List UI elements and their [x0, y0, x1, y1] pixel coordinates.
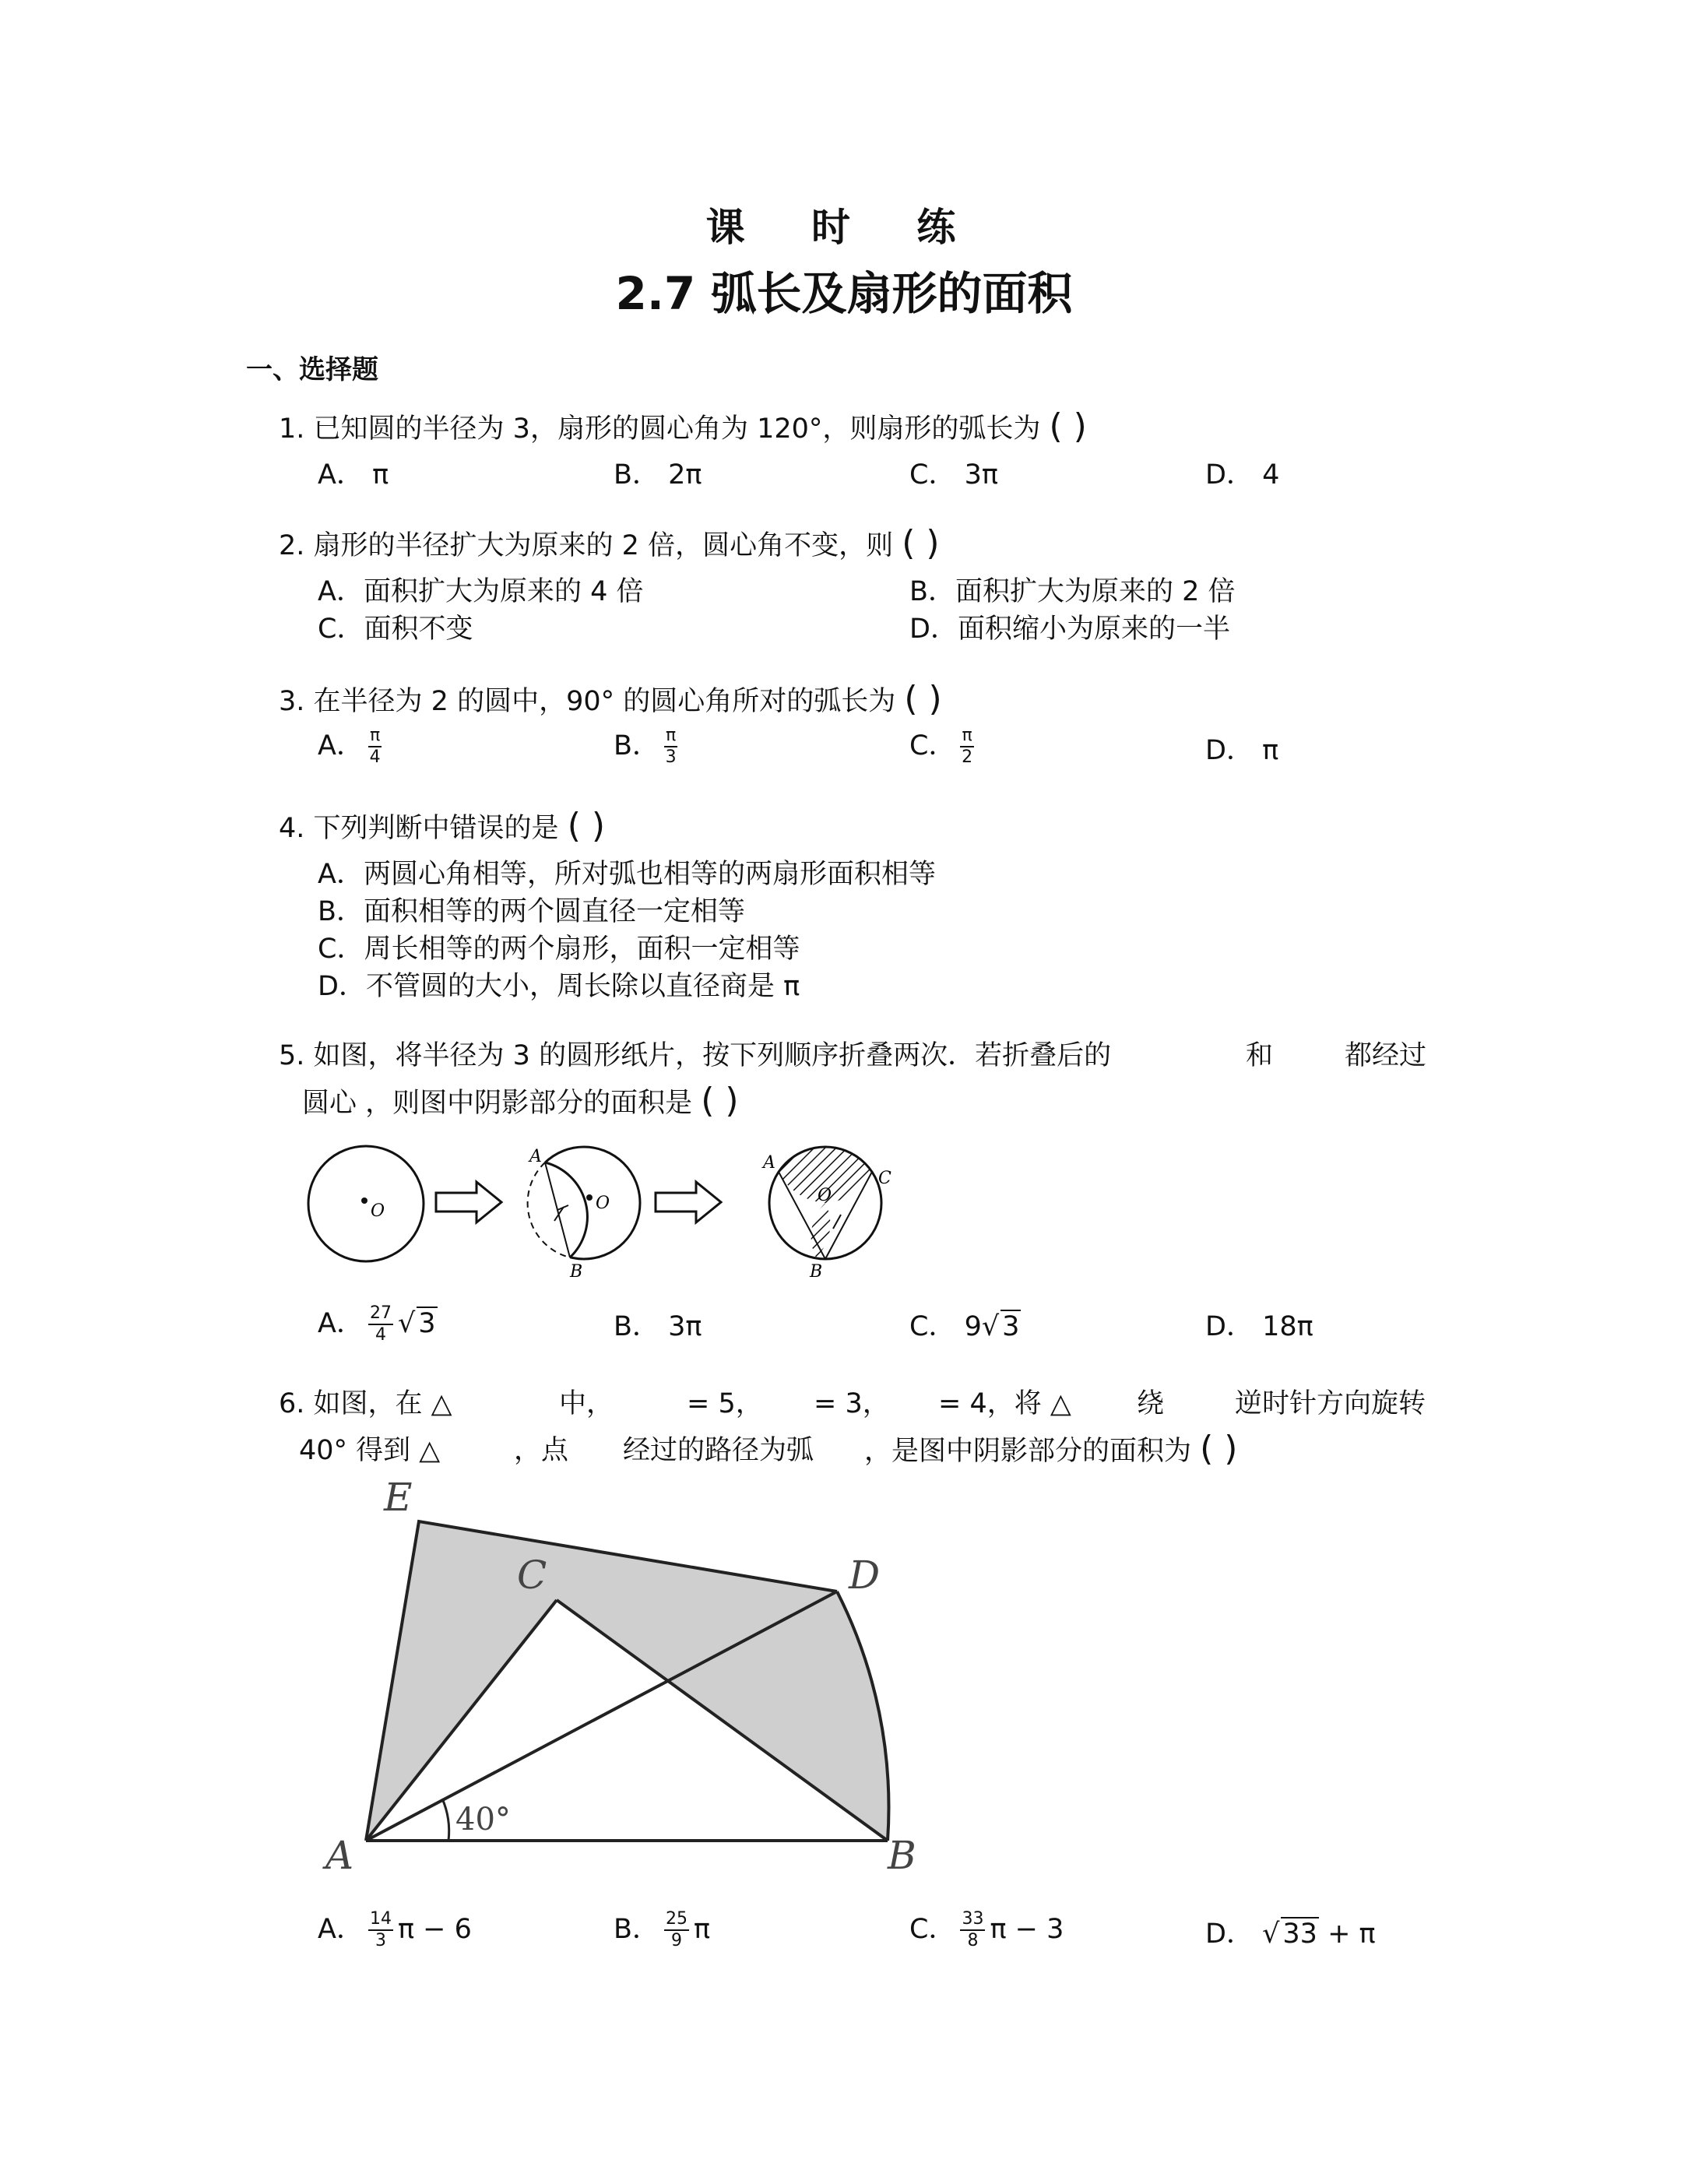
- arrow-right-icon: [436, 1182, 501, 1222]
- q3-number: 3.: [279, 686, 305, 717]
- q1-number: 1.: [279, 413, 305, 445]
- q6-b-tail: π: [694, 1914, 711, 1945]
- q5-answer-paren[interactable]: ( ): [701, 1081, 739, 1120]
- frac-numerator: π: [664, 726, 677, 747]
- q6-b-fraction: [664, 1909, 689, 1951]
- label-a-3: A: [763, 1153, 775, 1173]
- label-o-3: O: [818, 1186, 832, 1205]
- label-b-2: B: [570, 1262, 583, 1282]
- q6-option-c[interactable]: [909, 1908, 1064, 1951]
- q6-c-tail: π − 3: [990, 1914, 1064, 1945]
- question-4: [279, 806, 605, 846]
- page-title: 课 时 练: [705, 205, 983, 250]
- q6-line2-c: 经过的路径为弧: [623, 1435, 814, 1466]
- q4-number: 4.: [279, 813, 305, 844]
- q4-option-b[interactable]: B．面积相等的两个圆直径一定相等: [318, 896, 746, 927]
- sqrt-radicand: 3: [1002, 1311, 1020, 1342]
- frac-numerator: 27: [368, 1303, 393, 1325]
- label-a-2: A: [529, 1147, 542, 1166]
- q3-b-fraction: [664, 726, 677, 768]
- label-d: D: [849, 1553, 881, 1598]
- q6-option-a[interactable]: [318, 1908, 472, 1951]
- q3-text: 在半径为 2 的圆中，90° 的圆心角所对的弧长为: [313, 686, 896, 717]
- question-2: [279, 523, 940, 563]
- q4-option-c[interactable]: C．周长相等的两个扇形，面积一定相等: [318, 934, 800, 965]
- q3-c-label: C．: [909, 730, 956, 761]
- q5-option-a[interactable]: A． $\frac{27}{4}$ √ 3: [318, 1303, 436, 1345]
- q5-text-end: 都经过: [1345, 1040, 1427, 1071]
- q1-answer-paren[interactable]: ( ): [1049, 406, 1087, 446]
- frac-denominator: 9: [671, 1931, 683, 1950]
- q3-option-a[interactable]: [318, 724, 386, 768]
- q3-option-b[interactable]: [614, 724, 682, 768]
- section-heading: 一、选择题: [246, 354, 378, 385]
- q2-option-a[interactable]: A．面积扩大为原来的 4 倍: [318, 576, 644, 607]
- q6-line2-a: 40° 得到 △: [299, 1435, 441, 1466]
- q6-d-label: D．: [1205, 1918, 1254, 1950]
- q2-option-d[interactable]: D．面积缩小为原来的一半: [909, 614, 1230, 645]
- q3-option-d[interactable]: D． π: [1205, 735, 1279, 766]
- q6-c-label: C．: [909, 1914, 956, 1945]
- label-c: C: [517, 1553, 547, 1598]
- label-angle: 40°: [455, 1802, 511, 1838]
- q6-option-d[interactable]: D． √ 33 + π: [1205, 1918, 1376, 1950]
- q6-line1-a: [279, 1382, 452, 1421]
- q5-text-mid: 和: [1246, 1040, 1274, 1071]
- q5-figure: [296, 1137, 919, 1285]
- q1-option-c[interactable]: C． 3π: [909, 459, 998, 491]
- center-dot: [361, 1198, 367, 1204]
- q6-option-b[interactable]: [614, 1908, 710, 1951]
- question-3: [279, 679, 942, 719]
- q6-line1-c: = 5，: [687, 1388, 763, 1419]
- q6-answer-paren[interactable]: ( ): [1200, 1429, 1238, 1468]
- q4-option-d[interactable]: D．不管圆的大小，周长除以直径商是 π: [318, 971, 800, 1002]
- q2-text: 扇形的半径扩大为原来的 2 倍，圆心角不变，则: [313, 530, 894, 561]
- q6-a-fraction: [368, 1909, 393, 1951]
- q3-option-c[interactable]: [909, 724, 979, 768]
- circle-1: [308, 1146, 424, 1261]
- label-c-3: C: [878, 1169, 891, 1188]
- q2-option-c[interactable]: C．面积不变: [318, 614, 473, 645]
- q4-option-a[interactable]: A．两圆心角相等，所对弧也相等的两扇形面积相等: [318, 859, 936, 890]
- label-b: B: [888, 1833, 916, 1876]
- label-o-2: O: [596, 1194, 610, 1213]
- q2-number: 2.: [279, 530, 305, 561]
- q3-a-fraction: [368, 726, 382, 768]
- q1-option-b[interactable]: B． 2π: [614, 459, 702, 491]
- q5-number: 5.: [279, 1040, 305, 1071]
- label-b-3: B: [810, 1262, 823, 1282]
- label-a: A: [325, 1833, 354, 1876]
- q5-option-b[interactable]: B． 3π: [614, 1311, 702, 1342]
- q2-option-b[interactable]: B．面积扩大为原来的 2 倍: [909, 576, 1236, 607]
- q6-b-label: B．: [614, 1914, 660, 1945]
- q5-a-label: A．: [318, 1308, 364, 1339]
- q1-option-d[interactable]: D． 4: [1205, 459, 1280, 491]
- q6-text: 如图，在 △: [313, 1388, 452, 1419]
- q4-text: 下列判断中错误的是: [313, 813, 559, 844]
- frac-denominator: 3: [665, 747, 677, 767]
- q3-c-fraction: [960, 726, 973, 768]
- q6-line1-d: = 3，: [814, 1388, 890, 1419]
- q6-line1-f: 绕: [1137, 1388, 1165, 1419]
- frac-numerator: 25: [664, 1909, 689, 1931]
- arrow-right-icon: [656, 1182, 721, 1222]
- q5-option-c[interactable]: C． 9√ 3: [909, 1311, 1020, 1342]
- q2-answer-paren[interactable]: ( ): [902, 523, 940, 563]
- q5-c-label: C． 9: [909, 1311, 982, 1342]
- frac-numerator: 33: [960, 1909, 985, 1931]
- frac-numerator: π: [960, 726, 973, 747]
- q5-text: 如图，将半径为 3 的圆形纸片，按下列顺序折叠两次．若折叠后的: [313, 1040, 1112, 1071]
- q4-answer-paren[interactable]: ( ): [567, 806, 606, 846]
- frac-denominator: 2: [962, 747, 973, 767]
- q6-line1-g: 逆时针方向旋转: [1235, 1388, 1426, 1419]
- q6-line2-b: ，点: [514, 1435, 569, 1466]
- q6-d-tail: + π: [1328, 1918, 1376, 1950]
- frac-numerator: 14: [368, 1909, 393, 1931]
- q6-line2-text: ，是图中阴影部分的面积为: [864, 1436, 1192, 1467]
- question-1: [279, 406, 1087, 446]
- q6-line2-d: [864, 1429, 1237, 1468]
- label-e: E: [384, 1475, 413, 1520]
- q3-b-label: B．: [614, 730, 660, 761]
- sqrt-radicand: 33: [1282, 1918, 1317, 1950]
- q3-answer-paren[interactable]: ( ): [904, 679, 942, 719]
- q6-figure: [311, 1472, 973, 1876]
- q6-line1-e: = 4，将 △: [938, 1388, 1071, 1419]
- q6-c-fraction: [960, 1909, 985, 1951]
- q6-number: 6.: [279, 1388, 305, 1419]
- question-5-line-1: [279, 1034, 1111, 1073]
- frac-denominator: 8: [967, 1931, 979, 1950]
- frac-denominator: 4: [369, 747, 381, 767]
- q1-text: 已知圆的半径为 3，扇形的圆心角为 120°，则扇形的弧长为: [313, 413, 1041, 445]
- q6-line1-b: 中，: [559, 1388, 614, 1419]
- frac-denominator: 4: [375, 1325, 386, 1345]
- q6-a-tail: π − 6: [397, 1914, 472, 1945]
- label-o-1: O: [371, 1201, 385, 1221]
- q3-a-label: A．: [318, 730, 364, 761]
- q5-line2: 圆心 ，则图中阴影部分的面积是: [302, 1088, 693, 1119]
- q5-a-fraction: [368, 1303, 393, 1345]
- frac-denominator: 3: [375, 1931, 386, 1950]
- q6-a-label: A．: [318, 1914, 364, 1945]
- sqrt-radicand: 3: [418, 1308, 436, 1339]
- page-subtitle: 2.7 弧长及扇形的面积: [615, 267, 1073, 320]
- frac-numerator: π: [368, 726, 382, 747]
- q5-option-d[interactable]: D． 18π: [1205, 1311, 1313, 1342]
- question-5-line-2: [302, 1081, 739, 1120]
- q1-option-a[interactable]: A． π: [318, 459, 389, 491]
